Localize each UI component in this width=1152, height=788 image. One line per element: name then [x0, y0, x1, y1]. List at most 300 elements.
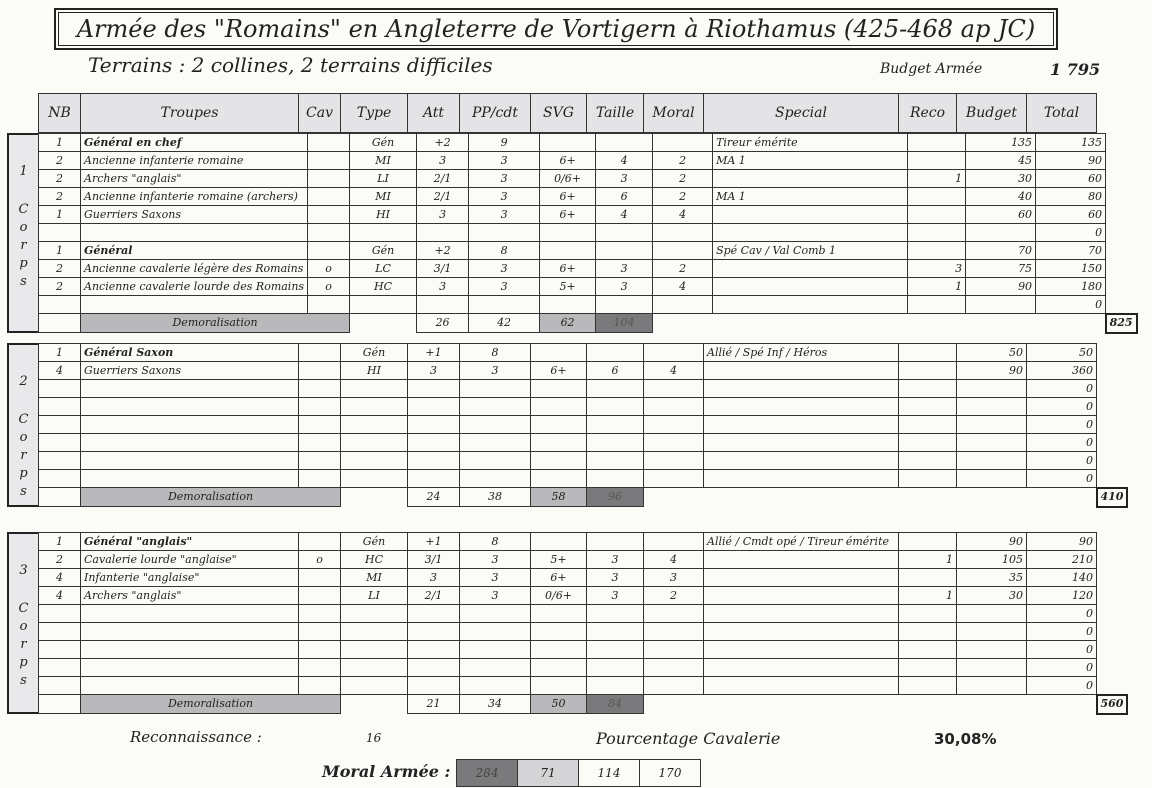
cell-budget: [957, 380, 1027, 398]
cell-cav: [308, 152, 350, 170]
cell-nb: 4: [39, 587, 81, 605]
demo-blank: [39, 314, 81, 333]
cell-svg: [540, 134, 596, 152]
cell-special: [704, 398, 899, 416]
cell-total: 140: [1027, 569, 1097, 587]
corps-letter: C: [18, 202, 29, 217]
page-title: [54, 8, 1058, 50]
cell-reco: [899, 569, 957, 587]
cell-moral: 2: [653, 170, 713, 188]
cell-ppcdt: [460, 659, 531, 677]
cell-type: Gén: [341, 344, 408, 362]
corps-letter: p: [19, 466, 28, 481]
table-row: [39, 533, 1128, 551]
cell-type: [341, 398, 408, 416]
cell-type: Gén: [350, 242, 417, 260]
cell-nb: 1: [39, 533, 81, 551]
cell-moral: 2: [644, 587, 704, 605]
cell-att: 3/1: [408, 551, 460, 569]
cell-cav: [308, 134, 350, 152]
cell-budget: [957, 452, 1027, 470]
moral-label: Moral Armée :: [322, 762, 451, 781]
cell-type: [350, 224, 417, 242]
cell-budget: [957, 659, 1027, 677]
cell-cav: [299, 605, 341, 623]
cell-nb: 1: [39, 206, 81, 224]
cell-nb: 1: [39, 134, 81, 152]
cell-total: 0: [1027, 452, 1097, 470]
cell-troupes: Archers "anglais": [81, 170, 308, 188]
cell-special: Spé Cav / Val Comb 1: [713, 242, 908, 260]
cell-nb: [39, 623, 81, 641]
header-nb: NB: [39, 94, 81, 133]
cell-ppcdt: 3: [460, 569, 531, 587]
cell-type: [350, 296, 417, 314]
demo-total: 21: [408, 695, 460, 714]
cell-special: [704, 434, 899, 452]
corps-letter: s: [20, 484, 27, 499]
cell-att: [408, 452, 460, 470]
cell-nb: [39, 296, 81, 314]
cell-troupes: [81, 224, 308, 242]
corps-letter: r: [20, 448, 27, 463]
cavalerie-value: 30,08%: [934, 730, 997, 748]
cell-troupes: Général "anglais": [81, 533, 299, 551]
cell-taille: 3: [587, 551, 644, 569]
cell-att: [408, 605, 460, 623]
corps-letter: r: [20, 637, 27, 652]
cell-att: [408, 380, 460, 398]
demoralisation-row: [39, 314, 1137, 333]
cell-budget: [957, 641, 1027, 659]
cell-ppcdt: [460, 398, 531, 416]
cell-nb: 4: [39, 362, 81, 380]
cell-taille: [587, 641, 644, 659]
cell-troupes: [81, 296, 308, 314]
cell-type: [341, 623, 408, 641]
table-row: [39, 587, 1128, 605]
cell-total: 0: [1027, 623, 1097, 641]
table-row: [39, 224, 1137, 242]
cell-reco: 3: [908, 260, 966, 278]
demo-gap: [1036, 314, 1106, 333]
cell-troupes: Guerriers Saxons: [81, 362, 299, 380]
cell-ppcdt: 3: [460, 362, 531, 380]
header-budget: Budget: [957, 94, 1027, 133]
cell-att: 3: [417, 152, 469, 170]
cell-nb: 1: [39, 344, 81, 362]
cell-special: [713, 170, 908, 188]
corps-letter: o: [19, 619, 28, 634]
cell-cav: [299, 416, 341, 434]
cell-reco: 1: [899, 551, 957, 569]
cell-budget: [957, 416, 1027, 434]
cell-budget: [957, 605, 1027, 623]
cell-taille: 3: [596, 260, 653, 278]
cell-total: 50: [1027, 344, 1097, 362]
cell-troupes: Cavalerie lourde "anglaise": [81, 551, 299, 569]
cell-reco: [899, 416, 957, 434]
cell-att: [408, 470, 460, 488]
demo-gap: [653, 314, 1036, 333]
cell-cav: [299, 533, 341, 551]
cell-nb: [39, 224, 81, 242]
corps-number: 2: [19, 374, 28, 389]
cell-nb: 2: [39, 152, 81, 170]
corps-total: 825: [1106, 314, 1137, 333]
demoralisation-label: Demoralisation: [81, 488, 341, 507]
cell-special: [704, 605, 899, 623]
cell-cav: [308, 206, 350, 224]
demo-blank: [39, 695, 81, 714]
cell-ppcdt: [460, 605, 531, 623]
cell-nb: 2: [39, 551, 81, 569]
cell-total: 0: [1036, 224, 1106, 242]
header-total: Total: [1027, 94, 1097, 133]
cell-taille: [587, 416, 644, 434]
cell-ppcdt: [469, 224, 540, 242]
cell-troupes: [81, 452, 299, 470]
cell-cav: [299, 398, 341, 416]
cell-ppcdt: 3: [469, 170, 540, 188]
terrains-text: Terrains : 2 collines, 2 terrains difficiles: [88, 53, 493, 77]
cell-moral: 2: [653, 152, 713, 170]
cell-reco: [908, 296, 966, 314]
corps-letter: o: [19, 220, 28, 235]
cell-cav: [299, 677, 341, 695]
cell-special: [704, 452, 899, 470]
cell-ppcdt: [460, 452, 531, 470]
cell-troupes: [81, 605, 299, 623]
table-row: [39, 569, 1128, 587]
cell-reco: [899, 623, 957, 641]
cell-att: [417, 296, 469, 314]
cell-nb: 2: [39, 260, 81, 278]
cell-total: 60: [1036, 206, 1106, 224]
cell-budget: 30: [966, 170, 1036, 188]
cell-moral: [644, 452, 704, 470]
header-att: Att: [408, 94, 460, 133]
demo-total: 104: [596, 314, 653, 333]
table-row: [39, 170, 1137, 188]
corps-letter: p: [19, 655, 28, 670]
cell-total: 90: [1036, 152, 1106, 170]
cell-troupes: Guerriers Saxons: [81, 206, 308, 224]
cell-budget: 50: [957, 344, 1027, 362]
cell-type: HC: [341, 551, 408, 569]
header-type: Type: [341, 94, 408, 133]
cell-reco: [908, 224, 966, 242]
corps-side-label: [7, 532, 38, 714]
cell-troupes: [81, 659, 299, 677]
cell-taille: [596, 224, 653, 242]
cell-taille: [587, 659, 644, 677]
cell-moral: [653, 224, 713, 242]
demo-total: 58: [531, 488, 587, 507]
cell-ppcdt: 9: [469, 134, 540, 152]
table-row: [39, 605, 1128, 623]
demoralisation-label: Demoralisation: [81, 695, 341, 714]
cell-budget: 105: [957, 551, 1027, 569]
cell-svg: 0/6+: [531, 587, 587, 605]
cell-reco: [908, 134, 966, 152]
cell-moral: [644, 398, 704, 416]
cell-total: 0: [1036, 296, 1106, 314]
cell-type: MI: [350, 188, 417, 206]
cell-type: Gén: [350, 134, 417, 152]
cell-budget: 40: [966, 188, 1036, 206]
cell-reco: [899, 605, 957, 623]
cell-taille: [587, 434, 644, 452]
cell-svg: [531, 434, 587, 452]
header-svg: SVG: [531, 94, 587, 133]
cell-svg: [531, 533, 587, 551]
cell-total: 0: [1027, 416, 1097, 434]
table-row: [39, 134, 1137, 152]
cell-cav: [299, 659, 341, 677]
cell-reco: [899, 452, 957, 470]
cell-budget: 60: [966, 206, 1036, 224]
corps-total: 560: [1097, 695, 1128, 714]
cell-moral: [644, 470, 704, 488]
cell-reco: [899, 362, 957, 380]
table-row: [39, 470, 1128, 488]
cell-moral: [644, 641, 704, 659]
demo-total: 96: [587, 488, 644, 507]
cell-moral: 4: [644, 362, 704, 380]
cell-type: LI: [341, 587, 408, 605]
cell-ppcdt: 3: [460, 551, 531, 569]
cell-att: [408, 434, 460, 452]
table-row: [39, 362, 1128, 380]
corps-letter: C: [18, 412, 29, 427]
cell-budget: 70: [966, 242, 1036, 260]
header-reco: Reco: [899, 94, 957, 133]
cell-troupes: [81, 380, 299, 398]
corps-letter: p: [19, 256, 28, 271]
table-row: [39, 152, 1137, 170]
corps-total: 410: [1097, 488, 1128, 507]
cell-att: [408, 659, 460, 677]
cell-reco: [899, 434, 957, 452]
cell-troupes: Général en chef: [81, 134, 308, 152]
cell-type: [341, 677, 408, 695]
cell-cav: [299, 452, 341, 470]
table-row: [39, 677, 1128, 695]
cell-total: 0: [1027, 659, 1097, 677]
cell-reco: [899, 470, 957, 488]
cell-total: 360: [1027, 362, 1097, 380]
cell-taille: [596, 134, 653, 152]
budget-label: Budget Armée: [880, 61, 983, 77]
cell-moral: [644, 677, 704, 695]
cell-special: [704, 623, 899, 641]
corps-letter: o: [19, 430, 28, 445]
corps-letter: r: [20, 238, 27, 253]
demo-gap: [644, 695, 1027, 714]
cell-reco: [899, 641, 957, 659]
cell-nb: 2: [39, 278, 81, 296]
cell-nb: [39, 659, 81, 677]
cell-att: 2/1: [417, 188, 469, 206]
cell-att: [408, 623, 460, 641]
cell-moral: [644, 533, 704, 551]
cell-svg: [531, 470, 587, 488]
cell-taille: [596, 296, 653, 314]
cell-type: HI: [350, 206, 417, 224]
table-row: [39, 344, 1128, 362]
cell-troupes: [81, 416, 299, 434]
cell-nb: [39, 398, 81, 416]
cell-special: [704, 362, 899, 380]
cell-ppcdt: [460, 641, 531, 659]
cell-cav: [299, 470, 341, 488]
cell-moral: 2: [653, 188, 713, 206]
cell-budget: 75: [966, 260, 1036, 278]
cell-reco: [908, 188, 966, 206]
cell-nb: 2: [39, 188, 81, 206]
cell-type: [341, 470, 408, 488]
corps-number: 3: [19, 563, 28, 578]
demo-gap: [341, 488, 408, 507]
table-row: [39, 434, 1128, 452]
cell-ppcdt: 8: [469, 242, 540, 260]
cell-special: [704, 551, 899, 569]
cell-svg: [531, 380, 587, 398]
cell-taille: [587, 533, 644, 551]
cell-reco: [899, 659, 957, 677]
cell-svg: 6+: [540, 152, 596, 170]
demo-total: 34: [460, 695, 531, 714]
demo-gap: [1027, 488, 1097, 507]
cell-taille: 4: [596, 152, 653, 170]
demoralisation-row: [39, 695, 1128, 714]
cell-att: 3/1: [417, 260, 469, 278]
demo-gap: [1027, 695, 1097, 714]
cell-cav: [299, 362, 341, 380]
table-row: [39, 398, 1128, 416]
cell-budget: 35: [957, 569, 1027, 587]
cell-special: [704, 659, 899, 677]
cell-cav: [308, 296, 350, 314]
header-special: Special: [704, 94, 899, 133]
demo-total: 62: [540, 314, 596, 333]
page-title-text: Armée des "Romains" en Angleterre de Vortigern à Riothamus (425-468 ap JC): [76, 15, 1036, 43]
cell-type: [341, 605, 408, 623]
cell-svg: 5+: [531, 551, 587, 569]
cell-troupes: Ancienne cavalerie légère des Romains: [81, 260, 308, 278]
corps-side-label: [7, 343, 38, 507]
cell-cav: [299, 623, 341, 641]
cell-cav: [299, 641, 341, 659]
cell-special: [704, 470, 899, 488]
cell-special: [704, 641, 899, 659]
cell-total: 80: [1036, 188, 1106, 206]
cell-total: 0: [1027, 470, 1097, 488]
demo-total: 50: [531, 695, 587, 714]
demo-total: 38: [460, 488, 531, 507]
cell-special: [713, 278, 908, 296]
cell-total: 180: [1036, 278, 1106, 296]
cell-svg: [540, 296, 596, 314]
cell-total: 135: [1036, 134, 1106, 152]
cell-nb: [39, 641, 81, 659]
cell-special: [713, 206, 908, 224]
cell-taille: [587, 677, 644, 695]
cell-att: 3: [417, 278, 469, 296]
cell-svg: [531, 398, 587, 416]
cell-moral: [653, 296, 713, 314]
cell-type: [341, 416, 408, 434]
demo-gap: [341, 695, 408, 714]
cell-att: [408, 641, 460, 659]
cell-svg: [531, 659, 587, 677]
cell-reco: [899, 533, 957, 551]
cell-cav: [299, 434, 341, 452]
cell-ppcdt: [460, 380, 531, 398]
cell-moral: 3: [644, 569, 704, 587]
cell-taille: 3: [587, 569, 644, 587]
cell-att: +2: [417, 242, 469, 260]
cell-taille: [587, 398, 644, 416]
table-row: [39, 641, 1128, 659]
table-row: [39, 452, 1128, 470]
table-row: [39, 278, 1137, 296]
demo-total: 42: [469, 314, 540, 333]
header-moral: Moral: [644, 94, 704, 133]
cell-svg: [531, 641, 587, 659]
cell-ppcdt: 3: [469, 278, 540, 296]
cell-att: +1: [408, 533, 460, 551]
cell-taille: [587, 380, 644, 398]
cavalerie-label: Pourcentage Cavalerie: [596, 729, 781, 748]
cell-taille: [587, 452, 644, 470]
cell-nb: [39, 677, 81, 695]
cell-cav: [299, 380, 341, 398]
cell-cav: o: [308, 260, 350, 278]
cell-cav: [299, 569, 341, 587]
corps-letter: C: [18, 601, 29, 616]
demo-total: 84: [587, 695, 644, 714]
cell-troupes: Ancienne infanterie romaine: [81, 152, 308, 170]
cell-troupes: Général Saxon: [81, 344, 299, 362]
cell-total: 0: [1027, 434, 1097, 452]
cell-svg: 0/6+: [540, 170, 596, 188]
cell-moral: [644, 623, 704, 641]
cell-ppcdt: [460, 470, 531, 488]
cell-nb: [39, 452, 81, 470]
cell-taille: 6: [587, 362, 644, 380]
cell-reco: 1: [908, 170, 966, 188]
cell-troupes: [81, 623, 299, 641]
cell-total: 0: [1027, 677, 1097, 695]
cell-budget: [966, 296, 1036, 314]
cell-svg: [531, 677, 587, 695]
cell-type: [341, 452, 408, 470]
table-row: [39, 296, 1137, 314]
cell-att: [408, 398, 460, 416]
cell-type: [341, 380, 408, 398]
cell-special: [704, 569, 899, 587]
cell-total: 150: [1036, 260, 1106, 278]
demo-total: 24: [408, 488, 460, 507]
table-row: [39, 260, 1137, 278]
cell-reco: [899, 380, 957, 398]
cell-moral: [653, 242, 713, 260]
cell-att: [408, 416, 460, 434]
cell-cav: [308, 170, 350, 188]
table-row: [39, 551, 1128, 569]
